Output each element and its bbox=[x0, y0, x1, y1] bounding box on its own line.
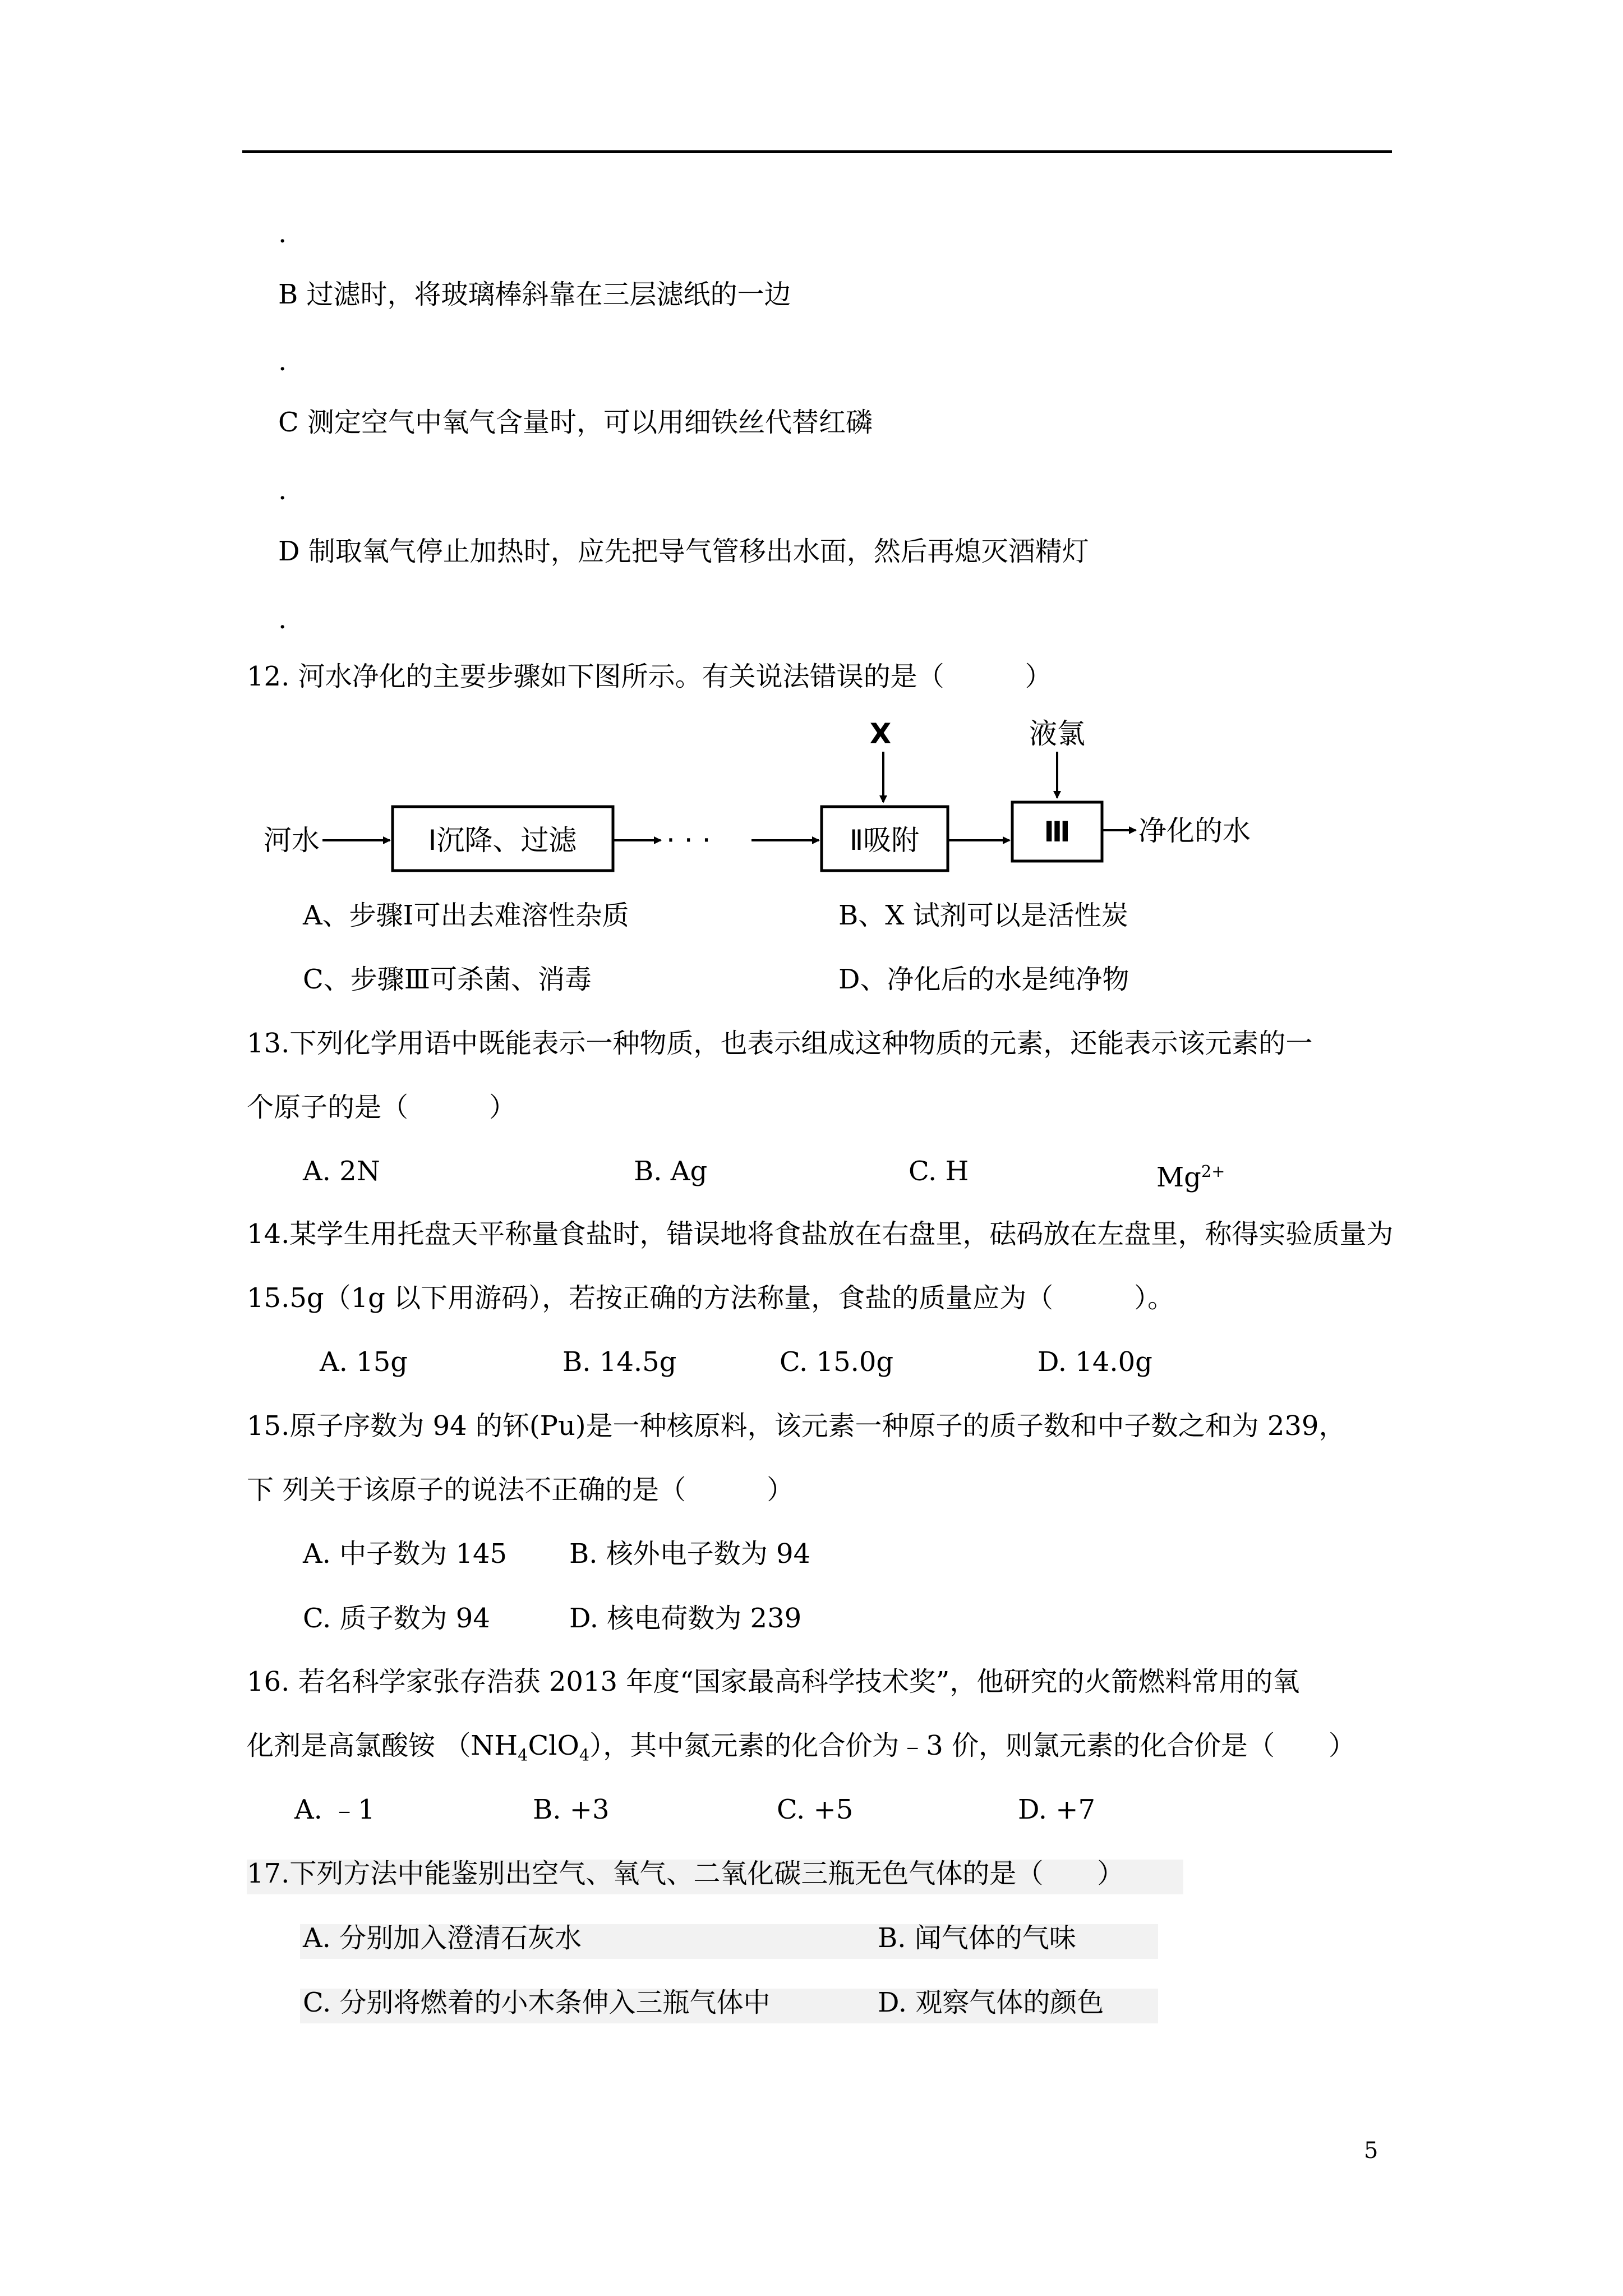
bullet-dot: . bbox=[278, 346, 287, 377]
q17-option-b: B. 闻气体的气味 bbox=[878, 1922, 1076, 1954]
q11-option-b: B 过滤时，将玻璃棒斜靠在三层滤纸的一边 bbox=[278, 279, 791, 310]
q16-option-b: B. +3 bbox=[533, 1794, 610, 1825]
step1-label: Ⅰ沉降、过滤 bbox=[428, 824, 577, 857]
q15-option-d: D. 核电荷数为 239 bbox=[569, 1603, 802, 1634]
q14-stem-line2: 15.5g（1g 以下用游码），若按正确的方法称量，食盐的质量应为（ ）。 bbox=[247, 1282, 1175, 1314]
q12-option-a: A、步骤Ⅰ可出去难溶性杂质 bbox=[303, 900, 629, 931]
q13-option-c: C. H bbox=[909, 1156, 969, 1187]
q12-option-c: C、步骤Ⅲ可杀菌、消毒 bbox=[303, 964, 592, 995]
q16-option-d: D. +7 bbox=[1018, 1794, 1096, 1825]
q16-stem-line1: 16. 若名科学家张存浩获 2013 年度“国家最高科学技术奖”，他研究的火箭燃料常用的氧 bbox=[247, 1666, 1300, 1697]
q13-option-a: A. 2N bbox=[303, 1156, 380, 1187]
header-rule bbox=[242, 150, 1392, 153]
q13-option-d: $Mg^{2+}$ bbox=[1156, 1162, 1225, 1193]
q14-option-a: A. 15g bbox=[320, 1346, 408, 1378]
page-number: 5 bbox=[1364, 2138, 1378, 2164]
step2-label: Ⅱ吸附 bbox=[849, 824, 920, 857]
q13-option-b: B. Ag bbox=[634, 1156, 708, 1187]
q15-stem-line1: 15.原子序数为 94 的钚(Pu)是一种核原料，该元素一种原子的质子数和中子数之和为 239， bbox=[247, 1410, 1346, 1442]
q14-stem-line1: 14.某学生用托盘天平称量食盐时，错误地将食盐放在右盘里，砝码放在左盘里，称得实验质量为 bbox=[247, 1218, 1394, 1250]
q14-option-d: D. 14.0g bbox=[1038, 1346, 1152, 1378]
q13-stem-line2: 个原子的是（ ） bbox=[247, 1092, 517, 1123]
q16-option-a: A. ﹣1 bbox=[294, 1794, 375, 1825]
q15-option-b: B. 核外电子数为 94 bbox=[569, 1538, 811, 1570]
diagram-ellipsis: · · · bbox=[666, 824, 711, 857]
bullet-dot: . bbox=[278, 475, 287, 506]
q13-stem-line1: 13.下列化学用语中既能表示一种物质，也表示组成这种物质的元素，还能表示该元素的一 bbox=[247, 1028, 1313, 1059]
q17-stem: 17.下列方法中能鉴别出空气、氧气、二氧化碳三瓶无色气体的是（ ） bbox=[247, 1858, 1124, 1889]
q14-option-b: B. 14.5g bbox=[562, 1346, 677, 1378]
q15-option-a: A. 中子数为 145 bbox=[303, 1538, 508, 1570]
q14-option-c: C. 15.0g bbox=[780, 1346, 894, 1378]
q17-option-d: D. 观察气体的颜色 bbox=[878, 1987, 1104, 2018]
diagram-input-label: 河水 bbox=[264, 824, 320, 857]
q17-option-a: A. 分别加入澄清石灰水 bbox=[303, 1922, 582, 1954]
q12-option-d: D、净化后的水是纯净物 bbox=[838, 964, 1129, 995]
q12-option-b: B、X 试剂可以是活性炭 bbox=[838, 900, 1128, 931]
q16-option-c: C. +5 bbox=[777, 1794, 854, 1825]
step3-label: Ⅲ bbox=[1044, 816, 1071, 848]
q17-option-c: C. 分别将燃着的小木条伸入三瓶气体中 bbox=[303, 1987, 771, 2018]
reagent-x-label: X bbox=[869, 717, 892, 750]
reagent-cl-label: 液氯 bbox=[1029, 717, 1085, 750]
q15-stem-line2: 下 列关于该原子的说法不正确的是（ ） bbox=[247, 1474, 794, 1506]
q11-option-d: D 制取氧气停止加热时，应先把导气管移出水面，然后再熄灭酒精灯 bbox=[278, 536, 1089, 567]
diagram-output-label: 净化的水 bbox=[1138, 815, 1251, 847]
bullet-dot: . bbox=[278, 218, 287, 249]
q11-option-c: C 测定空气中氧气含量时，可以用细铁丝代替红磷 bbox=[278, 407, 873, 438]
q12-stem: 12. 河水净化的主要步骤如下图所示。有关说法错误的是（ ） bbox=[247, 661, 1052, 692]
water-purification-diagram bbox=[247, 712, 1312, 898]
q16-stem-line2: 化剂是高氯酸铵 $(NH_4ClO_4)$，其中氮元素的化合价为﹣3 价，则氯元素的化合价是（ ） bbox=[247, 1730, 1356, 1765]
bullet-dot: . bbox=[278, 604, 287, 635]
q15-option-c: C. 质子数为 94 bbox=[303, 1603, 490, 1634]
